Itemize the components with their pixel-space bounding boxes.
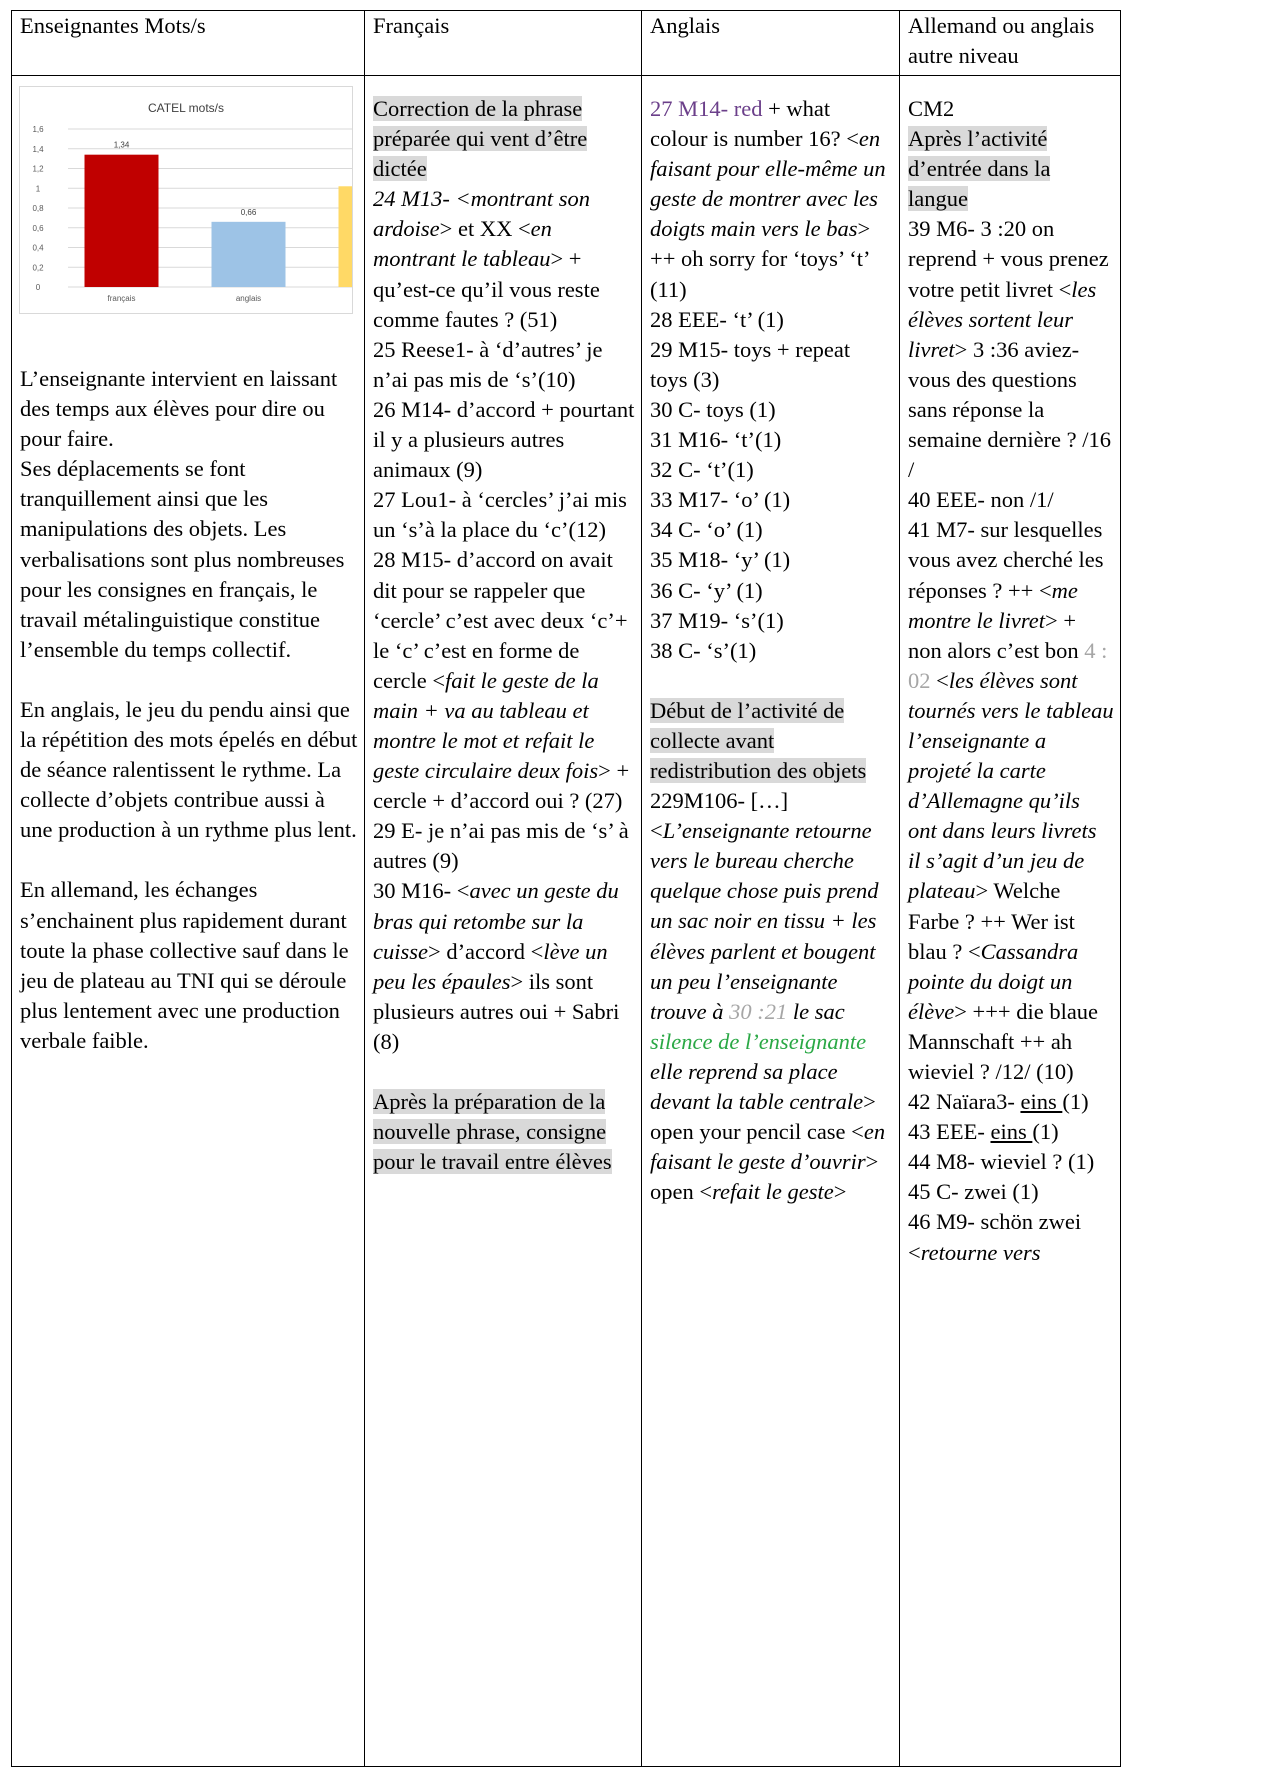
t41a: 41 M7- sur lesquelles vous avez cherché les réponses ? ++ < — [908, 517, 1104, 603]
data-label: 1,34 — [113, 140, 130, 150]
section-heading-entree: Après l’activité d’entrée dans la langue — [908, 126, 1051, 212]
transcript-25: 25 Reese1- à ‘d’autres’ je n’ai pas mis de ‘s’(10) — [373, 336, 603, 392]
t42u: eins — [1020, 1089, 1063, 1115]
t24d: en montrant le tableau — [373, 216, 552, 272]
timestamp-30-21: 30 :21 — [729, 998, 788, 1024]
header-anglais: Anglais — [642, 11, 900, 76]
y-tick-label: 1,4 — [32, 144, 44, 154]
transcript-line-en: 29 M15- toys + repeat toys (3) — [650, 336, 851, 392]
t28c: > + cercle + d’accord oui ? (27) — [373, 758, 630, 814]
t30e: > ils sont plusieurs autres oui + Sabri (8) — [373, 968, 620, 1054]
comparison-table — [11, 10, 1121, 1767]
t229b: L’enseignante retourne vers le bureau cherche quelque chose puis prend un sac noir en tissu + les élèves parlent et bougent un peu l’enseignante trouve à — [650, 818, 879, 1024]
transcript-43 — [908, 1117, 1114, 1147]
transcript-line-en: 36 C- ‘y’ (1) — [650, 577, 763, 603]
x-tick-label: anglais — [235, 294, 262, 303]
y-tick-label: 0,4 — [32, 243, 44, 253]
transcript-27: 27 Lou1- à ‘cercles’ j’ai mis un ‘s’à la place du ‘c’(12) — [373, 487, 627, 543]
transcript-29: 29 E- je n’ai pas mis de ‘s’ à autres (9) — [373, 818, 629, 874]
t229a: 229M106- […] < — [650, 788, 789, 844]
transcript-24 — [373, 184, 635, 334]
transcript-26: 26 M14- d’accord + pourtant il y a plusieurs autres animaux (9) — [373, 396, 635, 483]
transcript-30 — [373, 876, 635, 1057]
transcript-line-en: 34 C- ‘o’ (1) — [650, 517, 763, 543]
t229d: elle reprend sa place devant la table centrale — [650, 1058, 864, 1114]
t41f: > Welche Farbe ? ++ Wer ist blau ? < — [908, 878, 1075, 964]
header-row — [12, 11, 1121, 76]
transcript-40: 40 EEE- non /1/ — [908, 487, 1054, 513]
catel-chart — [19, 86, 353, 314]
transcript-line-en: 30 C- toys (1) — [650, 396, 776, 422]
summary-general-2: Ses déplacements se font tranquillement ainsi que les manipulations des objets. Les verbalisations sont plus nombreuses pour les consignes en français, le travail métalinguistique constitue l’ensemble du temps collectif. — [20, 456, 345, 662]
t41g: Cassandra pointe du doigt un élève — [908, 938, 1079, 1024]
t43b: (1) — [1032, 1119, 1059, 1145]
header-francais: Français — [365, 11, 642, 76]
t43u: eins — [990, 1119, 1033, 1145]
t24e: > + qu’est-ce qu’il vous reste comme fautes ? (51) — [373, 246, 600, 332]
t229i: > — [833, 1179, 847, 1205]
transcript-39 — [908, 214, 1114, 485]
t24b: montrant son ardoise — [373, 186, 591, 242]
summary-general — [20, 364, 358, 665]
transcript-42 — [908, 1087, 1114, 1117]
timestamp-4-02: 4 : 02 — [908, 637, 1108, 693]
t46a: 46 M9- schön zwei < — [908, 1209, 1082, 1265]
transcript-28 — [373, 545, 635, 816]
silence-note: silence de l’enseignante — [650, 1028, 867, 1054]
t41d: < — [930, 667, 949, 693]
t41b: me montre le livret — [908, 577, 1078, 633]
transcript-line-en: 37 M19- ‘s’(1) — [650, 607, 784, 633]
t41c: > + non alors c’est bon — [908, 607, 1079, 663]
bar-anglais — [212, 222, 286, 287]
t30b: avec un geste du bras qui retombe sur la cuisse — [373, 878, 619, 964]
y-tick-label: 0 — [35, 283, 41, 292]
transcript-line-en: 33 M17- ‘o’ (1) — [650, 487, 791, 513]
cell-enseignantes — [12, 76, 365, 1767]
t30a: 30 M16- < — [373, 878, 470, 904]
summary-general-1: L’enseignante intervient en laissant des temps aux élèves pour dire ou pour faire. — [20, 366, 338, 452]
bar-français — [85, 155, 159, 287]
t27b-en: + what colour is number 16? < — [650, 96, 859, 152]
t28a: 28 M15- d’accord on avait dit pour se rappeler que ‘cercle’ c’est avec deux ‘c’+ le ‘c’ c’est en forme de cercle < — [373, 547, 628, 693]
t39a: 39 M6- 3 :20 on reprend + vous prenez votre petit livret < — [908, 216, 1109, 302]
y-tick-label: 0,2 — [32, 263, 44, 273]
header-allemand: Allemand ou anglais autre niveau — [900, 11, 1121, 76]
chart-svg — [20, 87, 352, 313]
t27d-en: > ++ oh sorry for ‘toys’ ‘t’ (11) — [650, 216, 871, 302]
t24a: 24 M13- < — [373, 186, 471, 212]
t41h: > +++ die blaue Mannschaft ++ ah wieviel ? /12/ (10) — [908, 998, 1099, 1084]
t42b: (1) — [1062, 1089, 1089, 1115]
x-tick-label: français — [107, 294, 136, 303]
t229c: le sac — [787, 998, 845, 1024]
t46b: retourne vers — [920, 1239, 1041, 1265]
header-enseignantes: Enseignantes Mots/s — [12, 11, 365, 76]
t39b: les élèves sortent leur livret — [908, 276, 1097, 362]
t30d: lève un peu les épaules — [373, 938, 608, 994]
transcript-line-en: 38 C- ‘s’(1) — [650, 637, 757, 663]
transcript-45: 45 C- zwei (1) — [908, 1179, 1039, 1205]
cell-francais — [365, 76, 642, 1767]
chart-title: CATEL mots/s — [147, 101, 225, 115]
transcript-lines-en — [650, 305, 893, 666]
summary-allemand: En allemand, les échanges s’enchainent plus rapidement durant toute la phase collective sauf dans le jeu de plateau au TNI qui se déroule plus lentement avec une production verbale faible. — [20, 877, 349, 1053]
t42a: 42 Naïara3- — [908, 1089, 1021, 1115]
data-label: 0,66 — [240, 207, 257, 217]
t229g: > open < — [650, 1149, 879, 1205]
t229f: en faisant le geste d’ouvrir — [650, 1119, 886, 1175]
transcript-line-en: 32 C- ‘t’(1) — [650, 457, 754, 483]
t28b: fait le geste de la main + va au tableau et montre le mot et refait le geste circulaire deux fois — [373, 667, 599, 784]
section-heading-collecte: Début de l’activité de collecte avant redistribution des objets — [650, 697, 867, 783]
y-tick-label: 1,2 — [32, 164, 44, 174]
t24c: > et XX < — [439, 216, 531, 242]
y-tick-label: 0,8 — [32, 204, 44, 213]
t27a-en: 27 M14- red — [650, 96, 763, 121]
t41e: les élèves sont tournés vers le tableau l’enseignante a projeté la carte d’Allemagne qu’ils ont dans leurs livrets il s’agit d’un jeu de plateau — [908, 667, 1114, 904]
cell-allemand — [900, 76, 1121, 1767]
section-heading-correction: Correction de la phrase préparée qui vent d’être dictée — [373, 96, 588, 182]
transcript-line-en: 28 EEE- ‘t’ (1) — [650, 306, 784, 332]
transcript-41 — [908, 515, 1114, 1087]
summary-anglais: En anglais, le jeu du pendu ainsi que la répétition des mots épelés en début de séance ralentissent le rythme. La collecte d’objets contribue aussi à une production à un rythme plus lent. — [20, 696, 358, 843]
t39c: > 3 :36 aviez-vous des questions sans réponse la semaine dernière ? /16 / — [908, 336, 1112, 483]
y-tick-label: 1,6 — [32, 125, 44, 134]
t229e: > open your pencil case < — [650, 1089, 876, 1145]
bar-allemand — [339, 186, 353, 287]
transcript-44: 44 M8- wieviel ? (1) — [908, 1149, 1095, 1175]
y-tick-label: 1 — [35, 184, 41, 194]
t229h: refait le geste — [712, 1179, 834, 1205]
body-row — [12, 76, 1121, 1767]
transcript-46 — [908, 1207, 1114, 1267]
section-heading-preparation: Après la préparation de la nouvelle phrase, consigne pour le travail entre élèves — [373, 1089, 612, 1175]
level-label: CM2 — [908, 96, 955, 121]
y-tick-label: 0,6 — [32, 223, 44, 233]
transcript-229 — [650, 786, 893, 1207]
transcript-line-en: 35 M18- ‘y’ (1) — [650, 547, 791, 573]
cell-anglais — [642, 76, 900, 1767]
transcript-line-en: 31 M16- ‘t’(1) — [650, 427, 782, 453]
t43a: 43 EEE- — [908, 1119, 991, 1145]
t27c-en: en faisant pour elle-même un geste de montrer avec les doigts main vers le bas — [650, 126, 886, 242]
transcript-27-en — [650, 94, 893, 305]
t30c: > d’accord < — [428, 938, 544, 964]
